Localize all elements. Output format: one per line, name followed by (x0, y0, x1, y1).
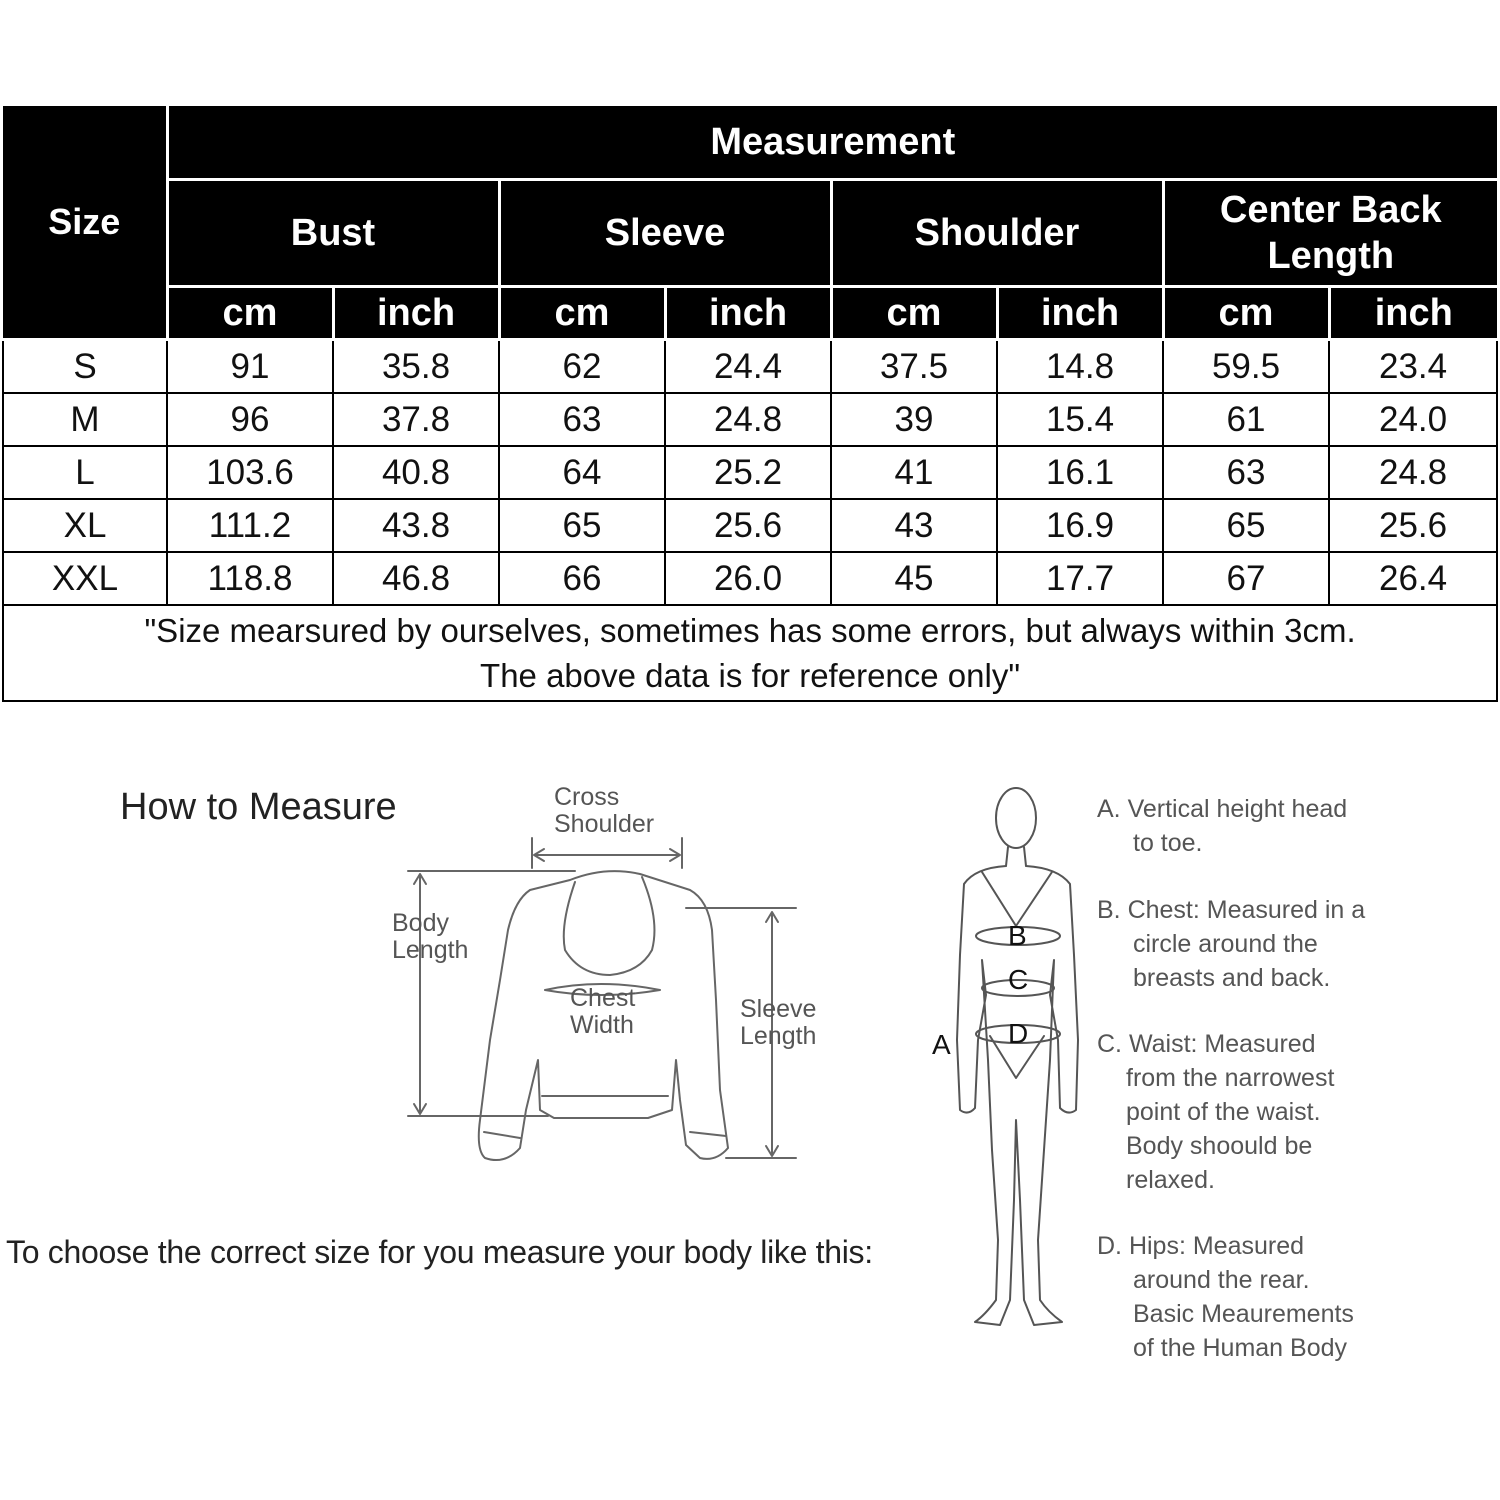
value-cell: 24.4 (665, 340, 831, 394)
value-cell: 43.8 (333, 499, 499, 552)
cross-shoulder-label-line-2: Shoulder (554, 810, 655, 838)
unit-header-inch: inch (1329, 287, 1497, 340)
body-length-label-line-1: Body (392, 909, 449, 937)
value-cell: 25.2 (665, 446, 831, 499)
chest-width-label (570, 985, 635, 1039)
value-cell: 37.8 (333, 393, 499, 446)
value-cell: 26.0 (665, 552, 831, 605)
value-cell: 37.5 (831, 340, 997, 394)
instruction-a-line-2: to toe. (1133, 829, 1203, 857)
size-cell: M (3, 393, 167, 446)
marker-d: D (1008, 1018, 1029, 1049)
size-note-line-1: "Size mearsured by ourselves, sometimes has some errors, but always within 3cm. (144, 612, 1356, 649)
sleeve-length-label-line-1: Sleeve (740, 995, 817, 1023)
instruction-d-line-1: D. Hips: Measured (1097, 1232, 1305, 1260)
instruction-d-line-2: around the rear. (1133, 1266, 1310, 1294)
value-cell: 43 (831, 499, 997, 552)
sleeve-length-label-line-2: Length (740, 1022, 817, 1050)
size-note-line-2: The above data is for reference only" (480, 657, 1021, 694)
sleeve-header: Sleeve (499, 180, 831, 287)
value-cell: 96 (167, 393, 333, 446)
value-cell: 64 (499, 446, 665, 499)
value-cell: 26.4 (1329, 552, 1497, 605)
value-cell: 91 (167, 340, 333, 394)
value-cell: 24.8 (1329, 446, 1497, 499)
instruction-d (1097, 1229, 1497, 1365)
marker-a: A (932, 1029, 951, 1060)
size-header: Size (3, 106, 167, 340)
value-cell: 61 (1163, 393, 1329, 446)
value-cell: 16.9 (997, 499, 1163, 552)
value-cell: 45 (831, 552, 997, 605)
value-cell: 118.8 (167, 552, 333, 605)
instruction-c-line-5: relaxed. (1126, 1166, 1215, 1194)
value-cell: 24.8 (665, 393, 831, 446)
value-cell: 24.0 (1329, 393, 1497, 446)
instruction-c-line-3: point of the waist. (1126, 1098, 1321, 1126)
unit-header-cm: cm (831, 287, 997, 340)
value-cell: 40.8 (333, 446, 499, 499)
shoulder-header: Shoulder (831, 180, 1163, 287)
chest-width-label-line-1: Chest (570, 984, 636, 1012)
size-cell: L (3, 446, 167, 499)
value-cell: 17.7 (997, 552, 1163, 605)
instruction-a (1097, 792, 1497, 860)
unit-header-cm: cm (1163, 287, 1329, 340)
size-guide-intro: To choose the correct size for you measure your body like this: (6, 1234, 873, 1270)
sweater-neckline-icon (564, 877, 655, 975)
cross-shoulder-label (554, 784, 654, 838)
instruction-b (1097, 893, 1497, 995)
size-cell: S (3, 340, 167, 394)
sleeve-length-label (740, 996, 816, 1050)
value-cell: 35.8 (333, 340, 499, 394)
body-length-label-line-2: Length (392, 936, 469, 964)
size-cell: XL (3, 499, 167, 552)
measurement-header: Measurement (167, 106, 1497, 180)
unit-header-cm: cm (167, 287, 333, 340)
value-cell: 62 (499, 340, 665, 394)
value-cell: 103.6 (167, 446, 333, 499)
instruction-d-line-4: of the Human Body (1133, 1334, 1348, 1362)
body-length-label (392, 910, 468, 964)
instruction-b-line-1: B. Chest: Measured in a (1097, 896, 1366, 924)
value-cell: 39 (831, 393, 997, 446)
value-cell: 25.6 (1329, 499, 1497, 552)
instruction-c-line-1: C. Waist: Measured (1097, 1030, 1316, 1058)
size-cell: XXL (3, 552, 167, 605)
value-cell: 15.4 (997, 393, 1163, 446)
unit-header-inch: inch (665, 287, 831, 340)
instruction-c-line-2: from the narrowest (1126, 1064, 1335, 1092)
unit-header-cm: cm (499, 287, 665, 340)
value-cell: 63 (1163, 446, 1329, 499)
instruction-c-line-4: Body shoould be (1126, 1132, 1313, 1160)
how-to-measure-title: How to Measure (120, 786, 397, 828)
marker-b: B (1008, 920, 1027, 951)
value-cell: 46.8 (333, 552, 499, 605)
value-cell: 59.5 (1163, 340, 1329, 394)
marker-c: C (1008, 964, 1029, 995)
head-icon (996, 788, 1036, 848)
value-cell: 63 (499, 393, 665, 446)
value-cell: 66 (499, 552, 665, 605)
value-cell: 65 (499, 499, 665, 552)
instruction-c (1097, 1027, 1497, 1197)
value-cell: 14.8 (997, 340, 1163, 394)
value-cell: 67 (1163, 552, 1329, 605)
value-cell: 16.1 (997, 446, 1163, 499)
value-cell: 25.6 (665, 499, 831, 552)
instruction-b-line-3: breasts and back. (1133, 964, 1331, 992)
value-cell: 41 (831, 446, 997, 499)
bust-header: Bust (167, 180, 499, 287)
cross-shoulder-label-line-1: Cross (554, 783, 620, 811)
unit-header-inch: inch (333, 287, 499, 340)
sweater-cuff-right-icon (690, 1132, 726, 1136)
chest-width-label-line-2: Width (570, 1011, 634, 1039)
value-cell: 65 (1163, 499, 1329, 552)
instruction-b-line-2: circle around the (1133, 930, 1318, 958)
value-cell: 111.2 (167, 499, 333, 552)
human-body-figure (957, 788, 1078, 1325)
center-back-length-text: Center Back Length (1219, 189, 1442, 277)
value-cell: 23.4 (1329, 340, 1497, 394)
unit-header-inch: inch (997, 287, 1163, 340)
instruction-a-line-1: A. Vertical height head (1097, 795, 1348, 823)
instruction-d-line-3: Basic Meaurements (1133, 1300, 1354, 1328)
sweater-cuff-left-icon (484, 1132, 520, 1138)
